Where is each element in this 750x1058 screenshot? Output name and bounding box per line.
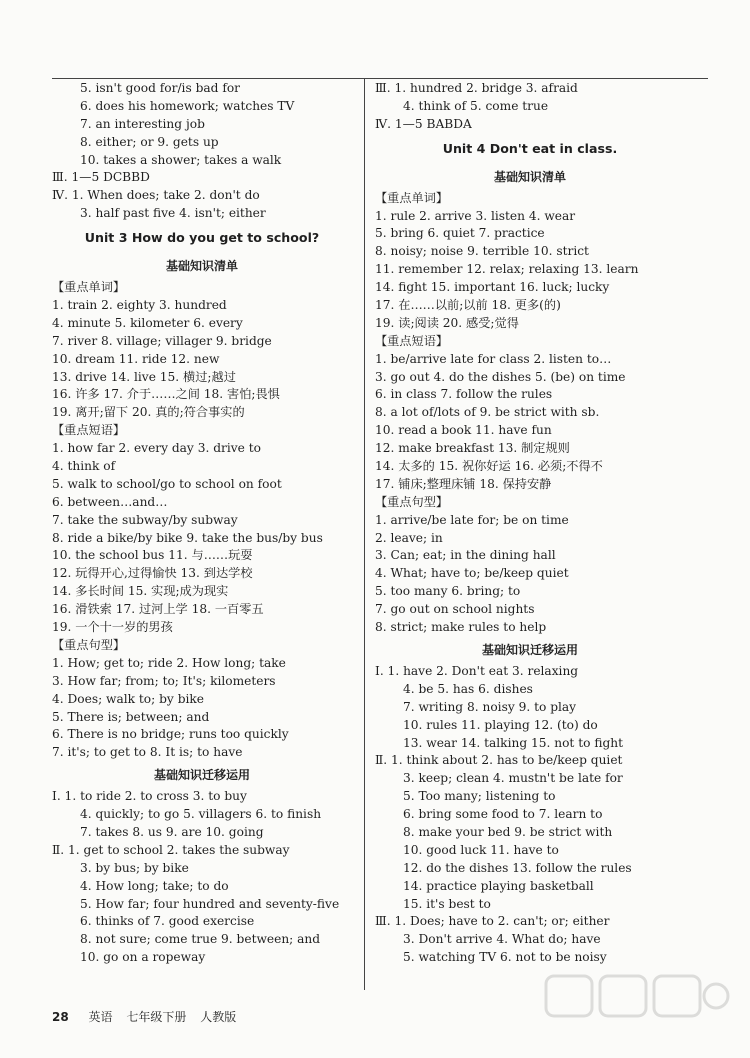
answer-line: 13. wear 14. talking 15. not to fight — [403, 735, 623, 750]
answer-line: 5. watching TV 6. not to be noisy — [403, 950, 607, 965]
answer-line: 16. 滑铁索 17. 过河上学 18. 一百零五 — [52, 602, 264, 617]
answer-line: 8. ride a bike/by bike 9. take the bus/by bus — [52, 530, 323, 545]
answer-line: 14. 多长时间 15. 实现;成为现实 — [52, 584, 229, 599]
subsection-label: 【重点句型】 — [52, 637, 126, 652]
answer-line: 7. it's; to get to 8. It is; to have — [52, 745, 243, 760]
answer-line: 1. arrive/be late for; be on time — [375, 512, 569, 527]
answer-line: 8. either; or 9. gets up — [80, 134, 219, 149]
answer-line: 12. do the dishes 13. follow the rules — [403, 860, 632, 875]
answer-line: Ⅰ. 1. have 2. Don't eat 3. relaxing — [375, 663, 579, 678]
column-divider — [364, 78, 365, 990]
answer-line: Ⅲ. 1. Does; have to 2. can't; or; either — [375, 914, 610, 929]
answer-line: 8. a lot of/lots of 9. be strict with sb. — [375, 405, 600, 420]
answer-line: 8. make your bed 9. be strict with — [403, 824, 613, 839]
top-rule — [52, 78, 708, 79]
unit-heading: Unit 3 How do you get to school? — [84, 230, 320, 246]
answer-line: 6. between…and… — [52, 494, 168, 509]
answer-line: 6. thinks of 7. good exercise — [80, 914, 255, 929]
answer-line: 15. it's best to — [403, 896, 491, 911]
answer-line: 4. minute 5. kilometer 6. every — [52, 315, 243, 330]
answer-line: 11. remember 12. relax; relaxing 13. learn — [375, 262, 639, 277]
answer-line: Ⅲ. 1. hundred 2. bridge 3. afraid — [375, 81, 578, 95]
answer-line: 7. writing 8. noisy 9. to play — [403, 699, 577, 714]
answer-line: 4. How long; take; to do — [80, 878, 229, 893]
answer-line: 8. not sure; come true 9. between; and — [80, 932, 321, 947]
answer-line: 10. rules 11. playing 12. (to) do — [403, 717, 598, 732]
page-footer — [52, 1008, 246, 1025]
answer-line: 14. practice playing basketball — [403, 878, 594, 893]
footer-grade: 七年级下册 — [126, 1010, 187, 1024]
footer-edition: 人教版 — [200, 1010, 237, 1024]
answer-line: 1. be/arrive late for class 2. listen to… — [375, 351, 612, 366]
answer-line: 16. 许多 17. 介于……之间 18. 害怕;畏惧 — [52, 387, 280, 402]
answer-line: Ⅲ. 1—5 DCBBD — [52, 170, 150, 185]
answer-line: 5. Too many; listening to — [403, 789, 556, 804]
answer-line: 5. How far; four hundred and seventy-five — [80, 896, 340, 911]
answer-line: 7. takes 8. us 9. are 10. going — [80, 824, 264, 839]
answer-line: 3. Can; eat; in the dining hall — [375, 548, 556, 563]
answer-line: 7. an interesting job — [80, 116, 205, 131]
section-heading: 基础知识清单 — [165, 259, 238, 274]
answer-line: 6. in class 7. follow the rules — [375, 387, 553, 402]
footer-subject: 英语 — [88, 1010, 113, 1024]
subsection-label: 【重点单词】 — [52, 280, 126, 295]
answer-line: 17. 在……以前;以前 18. 更多(的) — [375, 298, 561, 313]
answer-line: 4. think of 5. come true — [403, 98, 549, 113]
answer-line: 7. river 8. village; villager 9. bridge — [52, 333, 272, 348]
answer-line: 3. Don't arrive 4. What do; have — [403, 932, 601, 947]
answer-line: 5. too many 6. bring; to — [375, 584, 521, 599]
answer-line: 4. What; have to; be/keep quiet — [375, 566, 569, 581]
answer-line: 7. go out on school nights — [375, 602, 535, 617]
answer-line: 4. think of — [52, 459, 116, 474]
answer-line: 3. half past five 4. isn't; either — [80, 206, 266, 221]
subsection-label: 【重点短语】 — [375, 333, 449, 348]
answer-line: 5. isn't good for/is bad for — [80, 81, 241, 95]
answer-line: 3. How far; from; to; It's; kilometers — [52, 673, 276, 688]
subsection-label: 【重点短语】 — [52, 423, 126, 438]
right-column — [375, 80, 685, 967]
answer-line: 10. read a book 11. have fun — [375, 423, 552, 438]
answer-line: 5. There is; between; and — [52, 709, 210, 724]
answer-line: 12. 玩得开心,过得愉快 13. 到达学校 — [52, 566, 253, 581]
answer-line: 7. take the subway/by subway — [52, 512, 238, 527]
answer-line: 4. quickly; to go 5. villagers 6. to finish — [80, 807, 322, 822]
answer-line: Ⅳ. 1—5 BABDA — [375, 116, 472, 131]
answer-line: 1. how far 2. every day 3. drive to — [52, 441, 261, 456]
answer-line: 1. How; get to; ride 2. How long; take — [52, 655, 286, 670]
answer-line: 10. dream 11. ride 12. new — [52, 351, 220, 366]
answer-line: 3. go out 4. do the dishes 5. (be) on time — [375, 369, 626, 384]
unit-heading: Unit 4 Don't eat in class. — [442, 140, 618, 156]
answer-line: 3. keep; clean 4. mustn't be late for — [403, 771, 623, 786]
answer-line: 10. takes a shower; takes a walk — [80, 152, 282, 167]
subsection-label: 【重点单词】 — [375, 190, 449, 205]
answer-line: 13. drive 14. live 15. 横过;越过 — [52, 369, 236, 384]
answer-line: 19. 离开;留下 20. 真的;符合事实的 — [52, 405, 245, 420]
answer-line: 19. 一个十一岁的男孩 — [52, 620, 173, 635]
answer-line: Ⅱ. 1. think about 2. has to be/keep quiet — [375, 753, 623, 768]
page-number: 28 — [52, 1010, 69, 1024]
subsection-label: 【重点句型】 — [375, 494, 449, 509]
left-column — [52, 80, 352, 967]
answer-line: 1. rule 2. arrive 3. listen 4. wear — [375, 208, 576, 223]
answer-line: 10. go on a ropeway — [80, 950, 206, 965]
answer-line: 4. be 5. has 6. dishes — [403, 681, 533, 696]
answer-line: Ⅳ. 1. When does; take 2. don't do — [52, 188, 260, 203]
answer-line: 8. strict; make rules to help — [375, 620, 547, 635]
answer-line: 14. 太多的 15. 祝你好运 16. 必须;不得不 — [375, 459, 603, 474]
answer-line: 5. bring 6. quiet 7. practice — [375, 226, 545, 241]
answer-line: 10. good luck 11. have to — [403, 842, 559, 857]
answer-line: 6. does his homework; watches TV — [80, 98, 295, 113]
answer-line: 17. 铺床;整理床铺 18. 保持安静 — [375, 476, 552, 491]
answer-line: 19. 读;阅读 20. 感受;觉得 — [375, 315, 519, 330]
section-heading: 基础知识迁移运用 — [153, 768, 250, 783]
answer-line: 1. train 2. eighty 3. hundred — [52, 298, 227, 313]
answer-line: 6. bring some food to 7. learn to — [403, 807, 603, 822]
answer-line: Ⅱ. 1. get to school 2. takes the subway — [52, 842, 290, 857]
answer-line: 5. walk to school/go to school on foot — [52, 476, 282, 491]
section-heading: 基础知识清单 — [493, 169, 566, 184]
answer-line: 14. fight 15. important 16. luck; lucky — [375, 280, 610, 295]
answer-line: 12. make breakfast 13. 制定规则 — [375, 441, 570, 456]
answer-line: 10. the school bus 11. 与……玩耍 — [52, 548, 253, 563]
answer-line: 2. leave; in — [375, 530, 443, 545]
answer-line: 3. by bus; by bike — [80, 860, 189, 875]
answer-line: Ⅰ. 1. to ride 2. to cross 3. to buy — [52, 789, 247, 804]
section-heading: 基础知识迁移运用 — [481, 642, 578, 657]
answer-line: 6. There is no bridge; runs too quickly — [52, 727, 289, 742]
answer-line: 4. Does; walk to; by bike — [52, 691, 204, 706]
answer-line: 8. noisy; noise 9. terrible 10. strict — [375, 244, 589, 259]
watermark-logo-icon — [542, 970, 732, 1034]
